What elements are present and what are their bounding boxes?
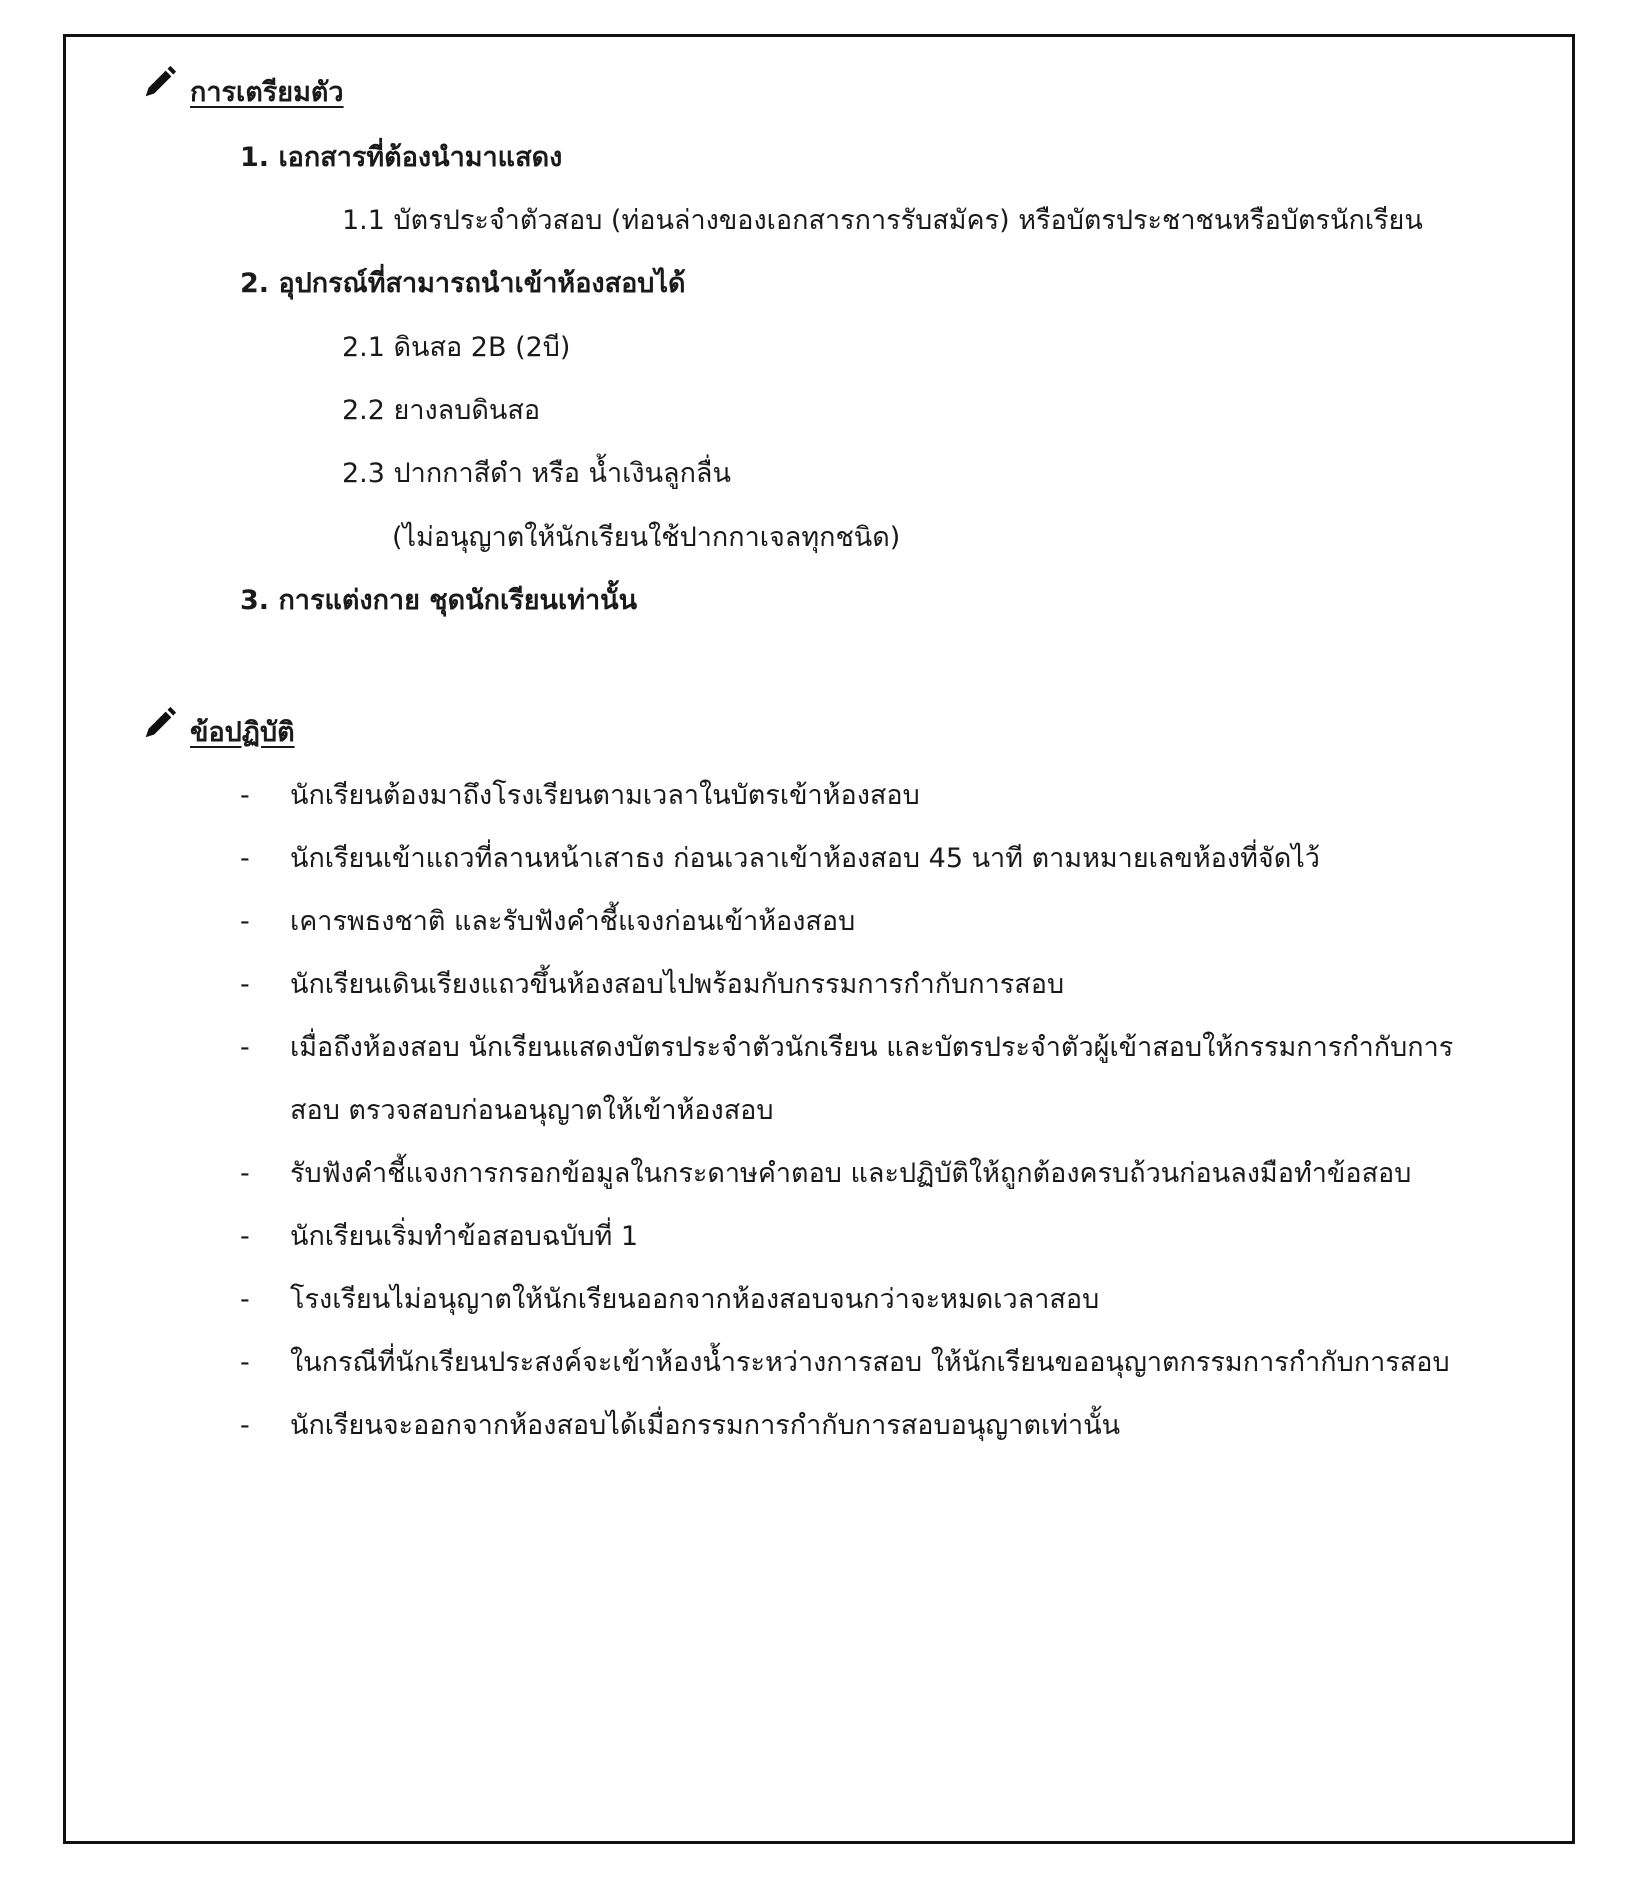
list-bullet: - — [240, 1158, 250, 1189]
list-bullet: - — [240, 843, 250, 874]
item1-1: 1.1 บัตรประจำตัวสอบ (ท่อนล่างของเอกสารการรับสมัคร) หรือบัตรประชาชนหรือบัตรนักเรียน — [342, 205, 1423, 236]
rule-item: นักเรียนเริ่มทำข้อสอบฉบับที่ 1 — [290, 1221, 639, 1252]
item2-title: 2. อุปกรณ์ที่สามารถนำเข้าห้องสอบได้ — [240, 268, 686, 299]
rule-item: เคารพธงชาติ และรับฟังคำชี้แจงก่อนเข้าห้องสอบ — [290, 906, 856, 937]
item3-title: 3. การแต่งกาย ชุดนักเรียนเท่านั้น — [240, 585, 638, 616]
rule-item: รับฟังคำชี้แจงการกรอกข้อมูลในกระดาษคำตอบ และปฏิบัติให้ถูกต้องครบถ้วนก่อนลงมือทำข้อสอบ — [290, 1158, 1412, 1189]
rule-item-continuation: สอบ ตรวจสอบก่อนอนุญาตให้เข้าห้องสอบ — [290, 1095, 774, 1126]
list-bullet: - — [240, 1284, 250, 1315]
rule-item: ในกรณีที่นักเรียนประสงค์จะเข้าห้องน้ำระหว่างการสอบ ให้นักเรียนขออนุญาตกรรมการกำกับการสอบ — [290, 1347, 1450, 1378]
item2-2: 2.2 ยางลบดินสอ — [342, 395, 541, 426]
page-border — [63, 34, 1575, 1844]
item2-3-note: (ไม่อนุญาตให้นักเรียนใช้ปากกาเจลทุกชนิด) — [392, 522, 901, 553]
rule-item: นักเรียนจะออกจากห้องสอบได้เมื่อกรรมการกำกับการสอบอนุญาตเท่านั้น — [290, 1410, 1121, 1441]
pencil-icon — [140, 705, 178, 743]
list-bullet: - — [240, 906, 250, 937]
list-bullet: - — [240, 1032, 250, 1063]
list-bullet: - — [240, 1410, 250, 1441]
pencil-icon — [140, 64, 178, 102]
preparation-heading: การเตรียมตัว — [190, 77, 344, 108]
rule-item: นักเรียนเข้าแถวที่ลานหน้าเสาธง ก่อนเวลาเข้าห้องสอบ 45 นาที ตามหมายเลขห้องที่จัดไว้ — [290, 843, 1320, 874]
list-bullet: - — [240, 1347, 250, 1378]
item1-title: 1. เอกสารที่ต้องนำมาแสดง — [240, 142, 563, 173]
item2-1: 2.1 ดินสอ 2B (2บี) — [342, 332, 571, 363]
list-bullet: - — [240, 969, 250, 1000]
list-bullet: - — [240, 1221, 250, 1252]
rule-item: โรงเรียนไม่อนุญาตให้นักเรียนออกจากห้องสอบจนกว่าจะหมดเวลาสอบ — [290, 1284, 1100, 1315]
rule-item: นักเรียนต้องมาถึงโรงเรียนตามเวลาในบัตรเข้าห้องสอบ — [290, 780, 920, 811]
rules-heading: ข้อปฏิบัติ — [190, 717, 295, 748]
rule-item: นักเรียนเดินเรียงแถวขึ้นห้องสอบไปพร้อมกับกรรมการกำกับการสอบ — [290, 969, 1065, 1000]
list-bullet: - — [240, 780, 250, 811]
rule-item: เมื่อถึงห้องสอบ นักเรียนแสดงบัตรประจำตัวนักเรียน และบัตรประจำตัวผู้เข้าสอบให้กรรมการกำกับการ — [290, 1032, 1454, 1063]
item2-3: 2.3 ปากกาสีดำ หรือ น้ำเงินลูกลื่น — [342, 458, 731, 489]
